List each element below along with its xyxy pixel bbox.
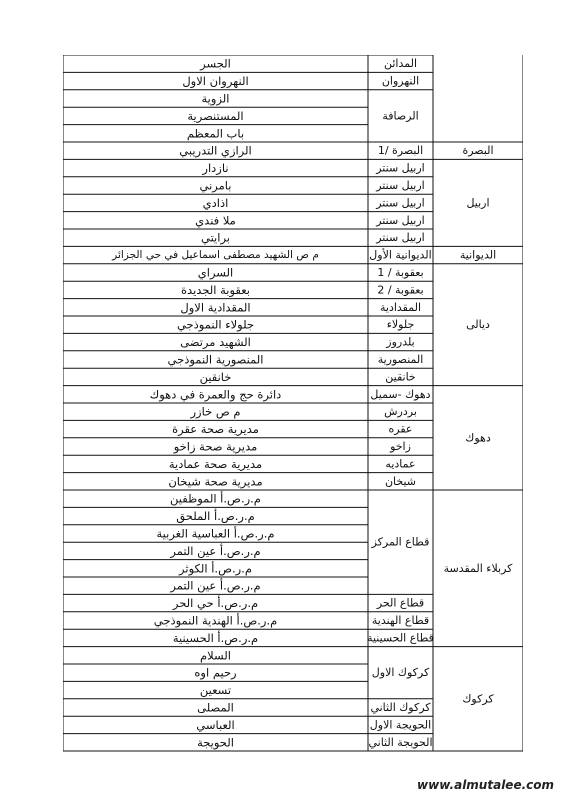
sector-name: الرصافة	[382, 109, 419, 123]
sector-name: جلولاء	[386, 318, 415, 332]
sector-name: قطاع الحر	[376, 596, 425, 610]
health-center-name: بعقوبة الجديدة	[181, 282, 250, 297]
sector-name: قطاع الحسينية	[367, 631, 434, 645]
sector-name: المنصورية	[377, 353, 424, 366]
governorate-name: اربيل	[466, 196, 490, 210]
sector-name: البصرة /1	[377, 144, 424, 158]
health-center-name: بامرني	[199, 178, 232, 193]
sector-name: بعقوبة / 2	[377, 283, 424, 297]
health-center-name: دائرة حج والعمرة في دهوك	[149, 387, 282, 402]
sector-name: اربيل سنتر	[376, 196, 425, 210]
health-center-name: السلام	[200, 648, 231, 663]
health-center-name: المقدادية الاول	[180, 300, 251, 315]
governorate-name: دهوك	[465, 431, 491, 445]
sector-name: اربيل سنتر	[376, 161, 425, 175]
health-center-name: الزوية	[201, 91, 230, 106]
sector-name: عماديه	[385, 457, 416, 471]
sector-name: شيخان	[384, 474, 417, 488]
sector-name: قطاع الهندية	[371, 614, 430, 627]
health-center-name: الحويجة	[197, 735, 234, 750]
sector-name: كركوك الاول	[371, 666, 430, 680]
sector-name: النهروان	[381, 74, 420, 88]
health-center-name: باب المعظم	[186, 126, 245, 141]
health-center-name: م ص الشهيد مصطفى اسماعيل في حي الجزائر	[112, 249, 319, 262]
health-center-name: م.ر.ص.أ عين التمر	[170, 543, 261, 558]
health-center-name: المصلى	[197, 700, 234, 715]
health-center-name: المنصورية النموذجي	[167, 352, 264, 367]
sector-name: بردرش	[384, 405, 417, 419]
health-center-name: اذادي	[202, 195, 229, 210]
sector-name: الحويجة الاول	[369, 718, 432, 732]
governorate-name: البصرة	[462, 144, 494, 158]
sector-name: الديوانية الأول	[369, 248, 432, 262]
sector-name: اربيل سنتر	[376, 179, 425, 192]
health-center-name: النهروان الاول	[182, 74, 249, 89]
sector-name: عقره	[388, 422, 413, 436]
sector-name: خانقين	[385, 370, 416, 384]
sector-name: زاخو	[390, 440, 411, 453]
sector-name: بعقوبة / 1	[377, 266, 424, 279]
health-center-name: م.ر.ص.أ الكوثر	[179, 561, 252, 576]
governorate-name: ديالى	[466, 318, 490, 332]
health-center-name: م.ر.ص.أ عين التمر	[170, 578, 261, 593]
sector-name: اربيل سنتر	[376, 231, 425, 245]
sector-name: دهوك -سميل	[370, 387, 431, 401]
health-center-name: ملا فندي	[195, 213, 236, 228]
health-center-name: م ص خازر	[190, 404, 241, 419]
health-center-name: م.ر.ص.أ الملحق	[176, 509, 255, 524]
health-center-name: الجسر	[200, 56, 231, 71]
health-center-name: م.ر.ص.أ الهندية النموذجي	[153, 613, 278, 628]
sector-name: بلدروز	[386, 335, 415, 349]
health-center-name: مديرية صحة عقرة	[172, 422, 259, 437]
health-center-name: م.ر.ص.أ العباسية الغربية	[156, 526, 275, 541]
health-center-name: الرازي التدريبي	[179, 143, 252, 158]
table-grid-lines	[63, 55, 523, 751]
sector-name: الحويجة الثاني	[368, 735, 433, 749]
health-center-name: نازدار	[202, 161, 229, 176]
health-center-name: مديرية صحة زاخو	[173, 439, 258, 454]
sector-name: اربيل سنتر	[376, 213, 425, 227]
health-center-name: السراي	[197, 265, 234, 280]
health-center-name: تسعين	[199, 683, 232, 698]
health-center-name: برايتي	[201, 230, 230, 245]
health-center-name: مديرية صحة شيخان	[168, 474, 263, 489]
health-center-name: جلولاء النموذجي	[176, 317, 255, 332]
health-center-name: م.ر.ص.أ الحسينية	[172, 630, 259, 645]
watermark-text: www.almutalee.com	[417, 778, 554, 792]
sector-name: المقدادية	[379, 300, 422, 314]
health-center-name: خانقين	[199, 369, 232, 384]
governorate-name: كربلاء المقدسة	[443, 561, 513, 575]
health-center-name: م.ر.ص.أ الموظفين	[170, 491, 261, 506]
health-center-name: المستنصرية	[187, 108, 244, 123]
governorate-name: الديوانية	[459, 248, 497, 262]
sector-name: كركوك الثاني	[370, 701, 431, 714]
health-center-name: مديرية صحة عمادية	[168, 456, 263, 471]
health-center-name: رحيم اوه	[194, 665, 237, 680]
health-center-name: الشهيد مرتضى	[180, 335, 251, 350]
sector-name: المدائن	[383, 57, 418, 71]
health-center-name: العباسي	[196, 717, 235, 732]
health-center-name: م.ر.ص.أ حي الحر	[172, 596, 259, 611]
health-centers-table	[63, 55, 523, 755]
governorate-name: كركوك	[462, 692, 494, 706]
sector-name: قطاع المركز	[371, 535, 430, 549]
